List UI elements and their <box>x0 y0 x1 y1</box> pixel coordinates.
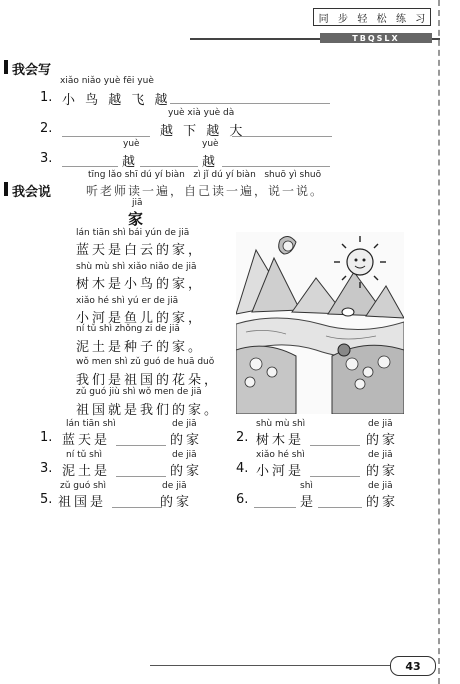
poem-line: 蓝天是白云的家， <box>76 243 205 258</box>
poem-line: 祖国就是我们的家。 <box>76 403 221 418</box>
item3-answer-blank-1[interactable] <box>62 166 118 167</box>
poem-line: 泥土是种子的家。 <box>76 340 205 355</box>
exercise-answer-blank[interactable] <box>310 476 360 477</box>
exercise-text: 是 <box>300 495 317 510</box>
exercise-pinyin: xiǎo hé shì <box>256 450 305 460</box>
instruction-pinyin: tīng lǎo shī dú yí biàn zì jǐ dú yí biàn shuō yì shuō <box>88 170 322 180</box>
exercise-number: 5. <box>40 492 53 507</box>
item3-answer-blank-3[interactable] <box>222 166 330 167</box>
exercise-text: 泥土是 <box>62 464 111 479</box>
exercise-de: 的家 <box>366 495 399 510</box>
item2-answer-blank-2[interactable] <box>232 136 332 137</box>
item2-number: 2. <box>40 121 53 136</box>
exercise-de-pinyin: de jiā <box>368 450 393 460</box>
exercise-pinyin: lán tiān shì <box>66 419 116 429</box>
item2-text: 越 下 越 大 <box>160 124 246 139</box>
exercise-answer-blank[interactable] <box>112 507 162 508</box>
header-code-band <box>320 33 432 43</box>
item1-pinyin: xiǎo niǎo yuè fēi yuè <box>60 76 154 86</box>
poem-line-pinyin: ní tǔ shì zhǒng zi de jiā <box>76 324 180 334</box>
item1-text: 小 鸟 越 飞 越 <box>62 93 171 108</box>
exercise-text: 祖国是 <box>58 495 107 510</box>
page-number-box <box>390 656 436 676</box>
exercise-answer-blank[interactable] <box>116 445 166 446</box>
item1-number: 1. <box>40 90 53 105</box>
section-marker <box>4 182 8 196</box>
item1-answer-blank[interactable] <box>170 103 330 104</box>
exercise-answer-blank[interactable] <box>254 507 296 508</box>
poem-line: 我们是祖国的花朵， <box>76 373 221 388</box>
exercise-number: 2. <box>236 430 249 445</box>
header-code: TBQSLX <box>352 33 400 43</box>
item2-answer-blank[interactable] <box>62 136 150 137</box>
exercise-de-pinyin: de jiā <box>368 481 393 491</box>
header-char: 步 <box>337 13 348 25</box>
exercise-text: 蓝天是 <box>62 433 111 448</box>
header-char: 松 <box>376 13 387 25</box>
header-title-box <box>313 8 431 26</box>
footer-rule <box>150 665 390 666</box>
exercise-pinyin: zǔ guó shì <box>60 481 106 491</box>
section-title-write: 我会写 <box>12 63 52 78</box>
poem-line-pinyin: lán tiān shì bái yún de jiā <box>76 228 190 238</box>
page-edge-dashes <box>438 0 440 684</box>
exercise-number: 4. <box>236 461 249 476</box>
exercise-de: 的家 <box>366 433 399 448</box>
exercise-text: 树木是 <box>256 433 305 448</box>
exercise-de-pinyin: de jiā <box>172 419 197 429</box>
item3-pinyin-1: yuè <box>123 139 140 149</box>
exercise-pinyin: shù mù shì <box>256 419 306 429</box>
item3-answer-blank-2[interactable] <box>140 166 198 167</box>
instruction-text: 听老师读一遍，自己读一遍，说一说。 <box>86 184 325 198</box>
item3-text-2: 越 <box>202 155 219 170</box>
header-char: 习 <box>415 13 426 25</box>
poem-line-pinyin: xiǎo hé shì yú er de jiā <box>76 296 179 306</box>
exercise-de-pinyin: de jiā <box>368 419 393 429</box>
header-char: 练 <box>395 13 406 25</box>
item3-text-1: 越 <box>122 155 139 170</box>
exercise-de-pinyin: de jiā <box>162 481 187 491</box>
exercise-answer-blank-2[interactable] <box>318 507 362 508</box>
exercise-de: 的家 <box>366 464 399 479</box>
page-number: 43 <box>405 659 421 673</box>
exercise-text: 小河是 <box>256 464 305 479</box>
header-char: 同 <box>318 13 329 25</box>
poem-title: 家 <box>128 210 144 228</box>
item3-number: 3. <box>40 151 53 166</box>
exercise-de: 的家 <box>170 464 203 479</box>
landscape-illustration <box>236 232 404 414</box>
exercise-answer-blank[interactable] <box>310 445 360 446</box>
exercise-number: 6. <box>236 492 249 507</box>
poem-title-pinyin: jiā <box>132 198 143 208</box>
exercise-de: 的家 <box>170 433 203 448</box>
exercise-pinyin: shì <box>300 481 313 491</box>
exercise-pinyin: ní tǔ shì <box>66 450 103 460</box>
item2-pinyin: yuè xià yuè dà <box>168 108 235 118</box>
exercise-de-pinyin: de jiā <box>172 450 197 460</box>
exercise-number: 1. <box>40 430 53 445</box>
poem-line-pinyin: shù mù shì xiǎo niǎo de jiā <box>76 262 197 272</box>
header-char: 轻 <box>357 13 368 25</box>
poem-line-pinyin: zǔ guó jiù shì wǒ men de jiā <box>76 387 202 397</box>
exercise-answer-blank[interactable] <box>116 476 166 477</box>
item3-pinyin-2: yuè <box>202 139 219 149</box>
section-marker <box>4 60 8 74</box>
exercise-number: 3. <box>40 461 53 476</box>
poem-line-pinyin: wǒ men shì zǔ guó de huā duǒ <box>76 357 215 367</box>
poem-line: 树木是小鸟的家， <box>76 277 205 292</box>
section-title-say: 我会说 <box>12 185 52 200</box>
exercise-de: 的家 <box>160 495 193 510</box>
poem-line: 小河是鱼儿的家， <box>76 311 205 326</box>
